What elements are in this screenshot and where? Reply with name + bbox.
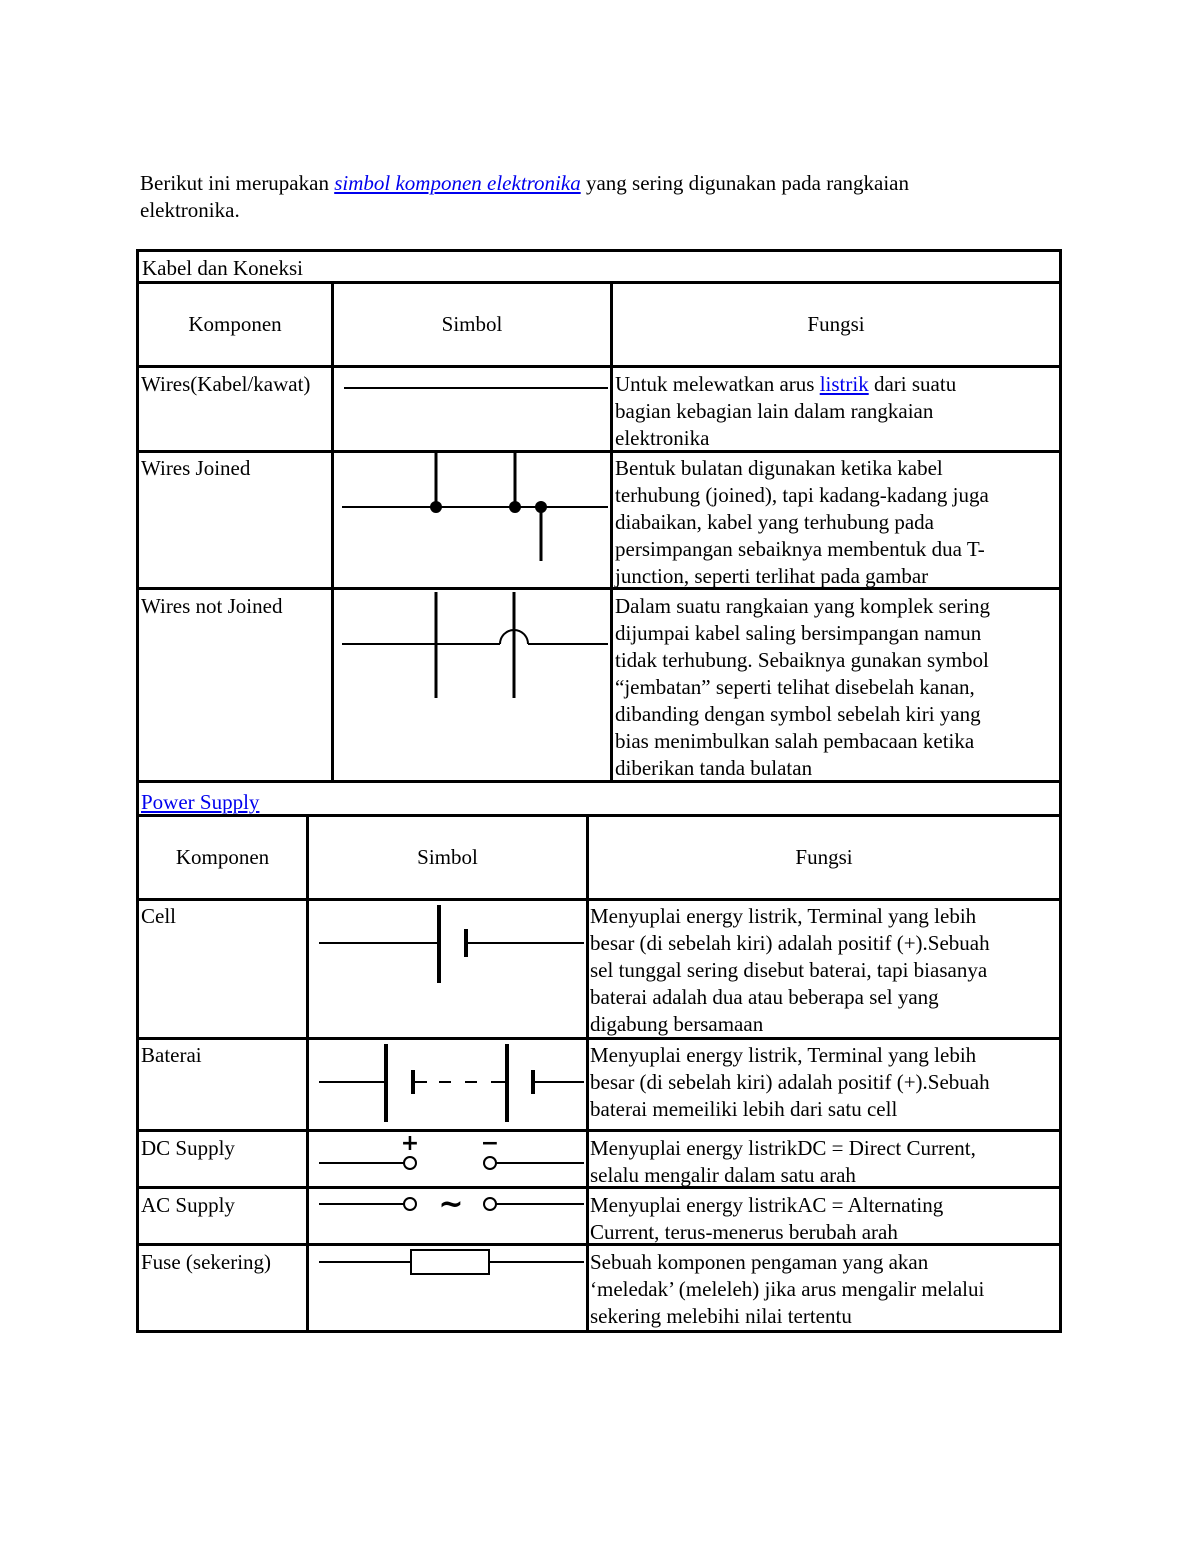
row-fungsi-dc-supply: Menyuplai energy listrikDC = Direct Current, selalu mengalir dalam satu arah <box>590 1136 976 1187</box>
row-fungsi-baterai: Menyuplai energy listrik, Terminal yang lebih besar (di sebelah kiri) adalah positif (+).Sebuah baterai memeiliki lebih dari satu cell <box>590 1043 990 1121</box>
intro-link[interactable]: simbol komponen elektronika <box>334 171 581 195</box>
header-komponen: Komponen <box>188 312 282 336</box>
header-simbol-2: Simbol <box>417 845 478 869</box>
row-komponen-wires-not-joined: Wires not Joined <box>141 594 283 618</box>
listrik-link[interactable]: listrik <box>819 372 869 396</box>
dc-supply-icon <box>309 1132 586 1186</box>
row-komponen-cell: Cell <box>141 904 176 928</box>
row-komponen-wires: Wires(Kabel/kawat) <box>141 372 311 396</box>
row-komponen-fuse: Fuse (sekering) <box>141 1250 272 1274</box>
row-fungsi-wires-joined: Bentuk bulatan digunakan ketika kabel terhubung (joined), tapi kadang-kadang juga diabaikan, kabel yang terhubung pada persimpangan sebaiknya membentuk dua T- junction, seperti terlihat pada gambar <box>615 456 989 588</box>
intro-text-end: elektronika. <box>140 198 240 222</box>
minus-sign: − <box>480 1131 500 1156</box>
row-fungsi-wires: Untuk melewatkan arus listrik dari suatu bagian kebagian lain dalam rangkaian elektronika <box>615 372 957 450</box>
row-komponen-wires-joined: Wires Joined <box>141 456 251 480</box>
header-simbol: Simbol <box>441 312 503 336</box>
header-fungsi: Fungsi <box>807 312 865 336</box>
ac-supply-icon <box>309 1189 586 1243</box>
wires-not-joined-icon <box>334 590 610 780</box>
row-fungsi-ac-supply: Menyuplai energy listrikAC = Alternating Current, terus-menerus berubah arah <box>590 1193 944 1244</box>
wires-joined-icon <box>334 453 610 587</box>
header-fungsi-2: Fungsi <box>795 845 853 869</box>
row-komponen-dc-supply: DC Supply <box>141 1136 235 1160</box>
row-fungsi-wires-not-joined: Dalam suatu rangkaian yang komplek sering dijumpai kabel saling bersimpangan namun tidak terhubung. Sebaiknya gunakan symbol “jembatan” seperti telihat disebelah kanan, dibanding dengan symbol sebelah kiri yang bias menimbulkan salah pembacaan ketika diberikan tanda bulatan <box>615 594 990 780</box>
row-komponen-baterai: Baterai <box>141 1043 202 1067</box>
fuse-icon <box>309 1246 586 1330</box>
section-title-kabel: Kabel dan Koneksi <box>142 256 303 280</box>
tilde-sign: ~ <box>438 1187 464 1222</box>
intro-text-after: yang sering digunakan pada rangkaian <box>580 171 910 195</box>
battery-icon <box>309 1040 586 1129</box>
plus-sign: + <box>400 1131 420 1156</box>
cell-icon <box>309 901 586 1037</box>
intro-text: Berikut ini merupakan <box>140 171 335 195</box>
row-komponen-ac-supply: AC Supply <box>141 1193 235 1217</box>
section-title-power-supply[interactable]: Power Supply <box>141 790 260 814</box>
wire-icon <box>334 368 610 450</box>
row-fungsi-fuse: Sebuah komponen pengaman yang akan ‘meledak’ (meleleh) jika arus mengalir melalui sekering melebihi nilai tertentu <box>590 1250 985 1328</box>
header-komponen-2: Komponen <box>175 845 270 869</box>
row-fungsi-cell: Menyuplai energy listrik, Terminal yang lebih besar (di sebelah kiri) adalah positif (+).Sebuah sel tunggal sering disebut baterai, tapi biasanya baterai adalah dua atau beberapa sel yang digabung bersamaan <box>590 904 990 1036</box>
intro-paragraph <box>140 170 1040 224</box>
